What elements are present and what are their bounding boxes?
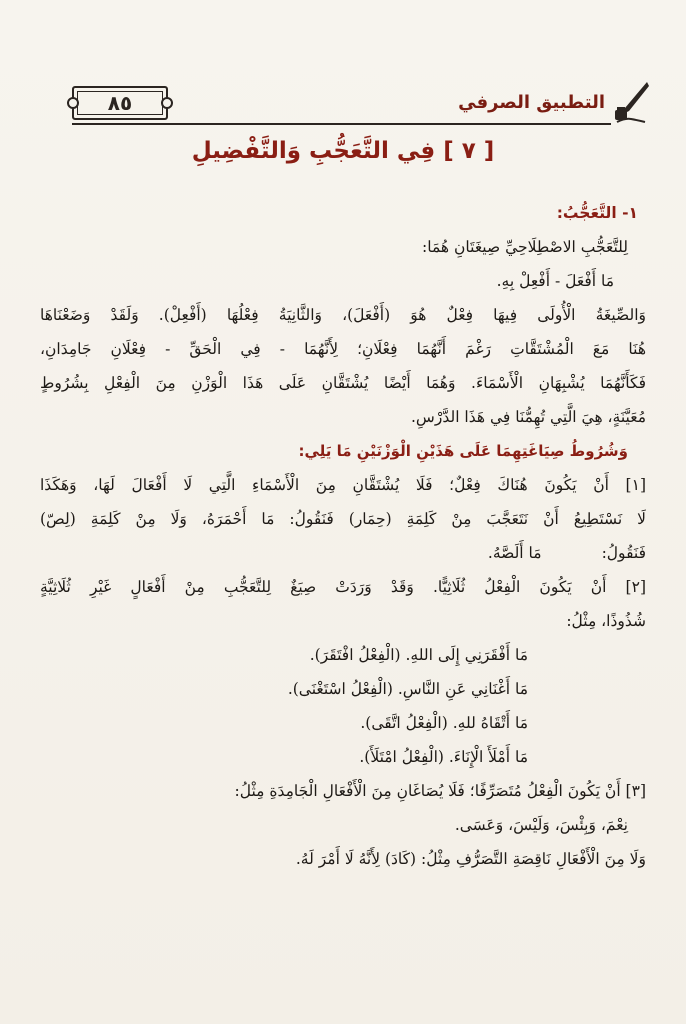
conditions-heading: وَشُرُوطُ صِيَاغَتِهِمَا عَلَى هَذَيْنِ الْوَزْنَيْنِ مَا يَلِي: xyxy=(298,442,628,460)
paragraph-line: مُعَيَّنَةٍ، هِيَ الَّتِي تُهِمُّنَا فِي هَذَا الدَّرْسِ. xyxy=(411,408,646,426)
example-line: مَا أَمْلَأَ الْإِنَاءَ. (الْفِعْلُ امْتَلَأَ). xyxy=(359,748,528,766)
example-line: نِعْمَ، وَبِئْسَ، وَلَيْسَ، وَعَسَى. xyxy=(454,816,628,834)
page-number-frame xyxy=(72,86,168,120)
example-line: مَا أَفْقَرَنِي إِلَى اللهِ. (الْفِعْلُ افْتَقَرَ). xyxy=(309,646,528,664)
chapter-title: [ ٧ ] فِي التَّعَجُّبِ وَالتَّفْضِيلِ xyxy=(191,138,495,164)
condition-line: [٢] أَنْ يَكُونَ الْفِعْلُ ثُلَاثِيًّا. وَقَدْ وَرَدَتْ صِيَغٌ لِلتَّعَجُّبِ مِنْ أَفْعَالٍ غَيْرِ ثُلَاثِيَّةٍ xyxy=(40,578,646,596)
page-header xyxy=(66,82,651,132)
condition-line xyxy=(40,536,646,570)
pen-icon xyxy=(611,78,651,126)
paragraph-line: فَكَأَنَّهُمَا يُشْبِهَانِ الْأَسْمَاءَ. وَهُمَا أَيْضًا يُشْتَقَّانِ عَلَى هَذَا الْوَزْنِ مِنَ الْفِعْلِ بِشُرُوطٍ xyxy=(40,374,646,392)
condition-line: لَا نَسْتَطِيعُ أَنْ نَتَعَجَّبَ مِنْ كَلِمَةِ (حِمَار) فَنَقُولُ: مَا أَحْمَرَهُ، وَلَا مِنْ كَلِمَةِ (لِصّ) xyxy=(40,510,646,528)
condition-line: [١] أَنْ يَكُونَ هُنَاكَ فِعْلٌ؛ فَلَا يُشْتَقَّانِ مِنَ الْأَسْمَاءِ الَّتِي لَا أَفْعَالَ لَهَا، وَهَكَذَا xyxy=(40,476,646,494)
main-content xyxy=(40,196,646,876)
condition-line: شُذُوذًا، مِثْلُ: xyxy=(566,612,646,630)
example-line: مَا أَتْقَاهُ للهِ. (الْفِعْلُ اتَّقَى). xyxy=(360,714,528,732)
paragraph-line: لِلتَّعَجُّبِ الاصْطِلَاحِيِّ صِيغَتَانِ هُمَا: xyxy=(422,238,628,256)
example-line: مَا أَغْنَانِي عَنِ النَّاسِ. (الْفِعْلُ اسْتَغْنَى). xyxy=(287,680,528,698)
paragraph-line: هُنَا مَعَ الْمُشْتَقَّاتِ رَغْمَ أَنَّهُمَا فِعْلَانِ؛ لِأَنَّهُمَا - فِي الْحَقِّ - فِعْلَانِ جَامِدَانِ، xyxy=(40,340,646,358)
example-text: مَا أَلَصَّهُ. xyxy=(487,544,542,562)
section-heading-taajjub: ١- التَّعَجُّبُ: xyxy=(556,204,638,222)
paragraph-line: وَالصِّيغَةُ الْأُولَى فِيهَا فِعْلٌ هُوَ (أَفْعَلَ)، وَالثَّانِيَةُ فِعْلُهَا (أَفْعِلْ). وَلَقَدْ وَضَعْنَاهَا xyxy=(40,306,646,324)
header-rule xyxy=(72,123,611,125)
example-label: فَنَقُولُ: xyxy=(601,544,646,562)
condition-line: وَلَا مِنَ الْأَفْعَالِ نَاقِصَةِ التَّصَرُّفِ مِثْلُ: (كَادَ) لِأَنَّهُ لَا أَمْرَ لَهُ. xyxy=(295,850,646,868)
running-title: التطبيق الصرفي xyxy=(458,92,605,113)
page-number: ٨٥ xyxy=(107,91,133,115)
condition-line: [٣] أَنْ يَكُونَ الْفِعْلُ مُتَصَرِّفًا؛ فَلَا يُصَاغَانِ مِنَ الْأَفْعَالِ الْجَامِدَةِ مِثْلُ: xyxy=(234,782,646,800)
formula-line: مَا أَفْعَلَ - أَفْعِلْ بِهِ. xyxy=(496,272,614,290)
